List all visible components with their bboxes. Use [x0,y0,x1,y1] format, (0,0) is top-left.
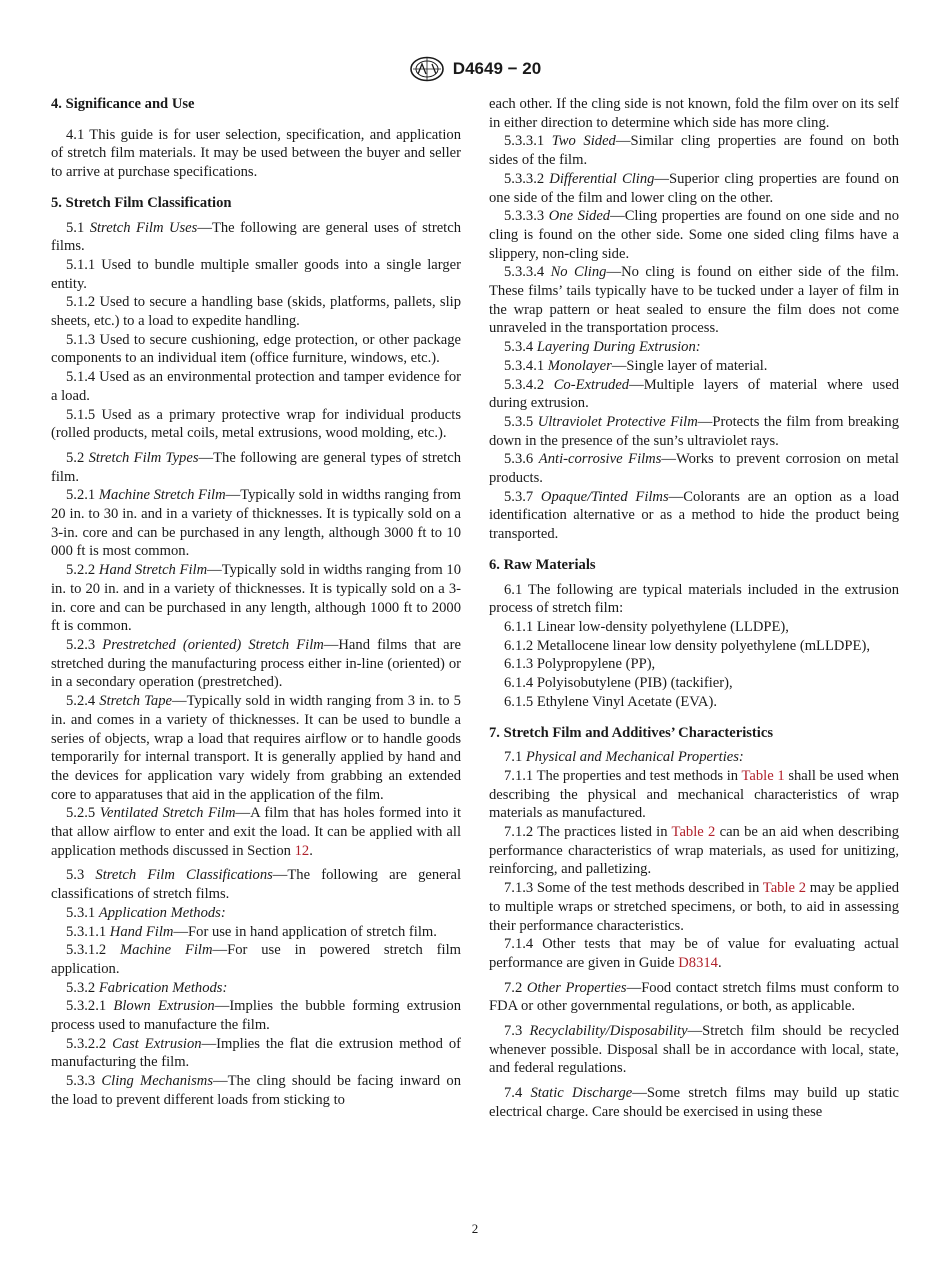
left-column [51,95,461,1110]
section-heading: 7. Stretch Film and Additives’ Characteristics [489,724,774,741]
paragraph: 7.1.3 Some of the test methods described in Table 2 may be applied to multiple wraps or stretched specimens, or both, to aid in assessing their performance characteristics. [489,880,899,934]
table-link[interactable]: Table 2 [671,824,716,841]
section-heading: 6. Raw Materials [489,556,596,573]
paragraph: 5.3.3.1 Two Sided—Similar cling properties are found on both sides of the film. [489,133,900,169]
section-heading: 5. Stretch Film Classification [51,194,232,211]
paragraph: 5.3.5 Ultraviolet Protective Film—Protects the film from breaking down in the presence of the sun’s ultraviolet rays. [489,413,899,449]
paragraph: 5.3.2.2 Cast Extrusion—Implies the flat die extrusion method of manufacturing the film. [51,1035,461,1071]
paragraph: 5.2.3 Prestretched (oriented) Stretch Film—Hand films that are stretched during the manufacturing process either in-line (oriented) or in a secondary operation (prestretched). [51,636,461,691]
paragraph: 5.1.5 Used as a primary protective wrap for individual products (rolled products, metal coils, metal extrusions, wood molding, etc.). [51,406,461,442]
standard-link[interactable]: D8314 [678,954,718,971]
paragraph: 7.1 Physical and Mechanical Properties: [504,749,744,766]
document-designation: D4649 − 20 [452,59,542,78]
paragraph: 5.2.1 Machine Stretch Film—Typically sold in widths ranging from 20 in. to 30 in. and in a variety of thicknesses. It is typically sold on a 3-in. core and can be purchased in any length, although 3000 ft to 10 000 ft is most common. [51,487,461,560]
paragraph: 5.3.1.2 Machine Film—For use in powered stretch film application. [51,942,461,977]
paragraph: 6.1 The following are typical materials included in the extrusion process of stretch film: [489,581,899,617]
paragraph: 7.1.1 The properties and test methods in Table 1 shall be used when describing the physical and mechanical characteristics of wrap materials as manufactured. [489,767,899,822]
right-column [489,95,899,1122]
paragraph: 5.3.1 Application Methods: [66,904,226,921]
paragraph: 5.3.7 Opaque/Tinted Films—Colorants are an option as a load identification alternative or as a method to hide the product being transported. [489,488,899,543]
table-link[interactable]: Table 1 [741,767,785,784]
paragraph: 5.3.1.1 Hand Film—For use in hand application of stretch film. [66,923,437,940]
paragraph: 5.2.2 Hand Stretch Film—Typically sold in widths ranging from 10 in. to 20 in. and in a variety of thicknesses. It is typically sold on a 3-in. core and can be purchased in any length, although 1000 ft to 2000 ft is common. [51,562,461,635]
paragraph: 5.3.3.2 Differential Cling—Superior cling properties are found on one side of the film and lower cling on the other. [489,170,899,206]
paragraph: 5.3.3 Cling Mechanisms—The cling should be facing inward on the load to prevent different loads from sticking to [51,1073,461,1108]
paragraph: 5.1.1 Used to bundle multiple smaller goods into a single larger entity. [51,256,461,292]
paragraph: 5.2.4 Stretch Tape—Typically sold in width ranging from 3 in. to 5 in. and comes in a variety of thicknesses. It can be used to bundle a series of objects, wrap a load that requires airflow or to handle goods temporarily for internal transport. It is generally applied by hand and the devices for application vary widely from grabbing an extended core to apparatuses that aid in the application of the film. [51,693,461,803]
paragraph: 5.3.4 Layering During Extrusion: [504,339,701,356]
paragraph: 5.3.3.3 One Sided—Cling properties are found on one side and no cling is found on the other side. Some one sided cling films have a slippery, non-cling side. [489,208,900,262]
astm-logo-icon [409,56,445,82]
paragraph: 5.3.4.2 Co-Extruded—Multiple layers of material where used during extrusion. [489,376,900,412]
paragraph: 6.1.3 Polypropylene (PP), [504,656,656,673]
paragraph: 7.1.2 The practices listed in Table 2 can be an aid when describing performance characteristics of wrap materials, as used for unitizing, reinforcing, and palletizing. [489,824,899,878]
table-link[interactable]: Table 2 [762,880,807,897]
paragraph: 5.1.3 Used to secure cushioning, edge protection, or other package components to an individual item (office furniture, windows, etc.). [51,331,461,367]
paragraph: 5.3.4.1 Monolayer—Single layer of material. [504,357,768,374]
paragraph: 7.1.4 Other tests that may be of value for evaluating actual performance are given in Guide D8314. [489,936,899,971]
paragraph: 5.3.2 Fabrication Methods: [66,979,228,996]
page-number: 2 [471,1221,479,1236]
paragraph: 5.3.3.4 No Cling—No cling is found on either side of the film. These films’ tails typically have to be tucked under a layer of film in the wrap pattern or heat sealed to ensure the film does not come unraveled in the transportation process. [489,264,899,337]
paragraph: 6.1.1 Linear low-density polyethylene (LLDPE), [504,618,789,635]
paragraph: each other. If the cling side is not known, fold the film over on its self in either direction to determine which side has more cling. [489,96,899,131]
paragraph: 5.3.2.1 Blown Extrusion—Implies the bubble forming extrusion process used to manufacture the film. [51,998,462,1034]
paragraph: 7.2 Other Properties—Food contact stretch films must conform to FDA or other governmental regulations, or both, as applicable. [489,979,900,1015]
paragraph: 7.4 Static Discharge—Some stretch films may build up static electrical charge. Care should be exercised in using these [489,1085,900,1120]
paragraph: 5.1.2 Used to secure a handling base (skids, platforms, pallets, slip sheets, etc.) to a load to expedite handling. [51,294,461,330]
paragraph: 6.1.5 Ethylene Vinyl Acetate (EVA). [504,693,717,710]
paragraph: 6.1.2 Metallocene linear low density polyethylene (mLLDPE), [504,637,870,654]
section-link[interactable]: 12 [294,842,310,859]
page-header [0,56,950,82]
paragraph: 5.2.5 Ventilated Stretch Film—A film that has holes formed into it that allow airflow to enter and exit the load. It can be applied with all application methods discussed in Section 12. [51,805,462,859]
paragraph: 5.3.6 Anti-corrosive Films—Works to prevent corrosion on metal products. [489,451,899,487]
section-heading: 4. Significance and Use [51,96,195,112]
paragraph: 5.3 Stretch Film Classifications—The following are general classifications of stretch films. [51,867,462,903]
paragraph: 4.1 This guide is for user selection, specification, and application of stretch film materials. It may be used between the buyer and seller to arrive at purchase specifications. [51,126,461,181]
paragraph: 7.3 Recyclability/Disposability—Stretch film should be recycled whenever possible. Disposal shall be in accordance with local, state, and federal regulations. [489,1023,899,1077]
paragraph: 5.1.4 Used as an environmental protection and tamper evidence for a load. [51,369,461,404]
paragraph: 5.1 Stretch Film Uses—The following are general uses of stretch films. [51,219,462,255]
paragraph: 5.2 Stretch Film Types—The following are general types of stretch film. [51,449,462,485]
paragraph: 6.1.4 Polyisobutylene (PIB) (tackifier), [504,675,733,692]
